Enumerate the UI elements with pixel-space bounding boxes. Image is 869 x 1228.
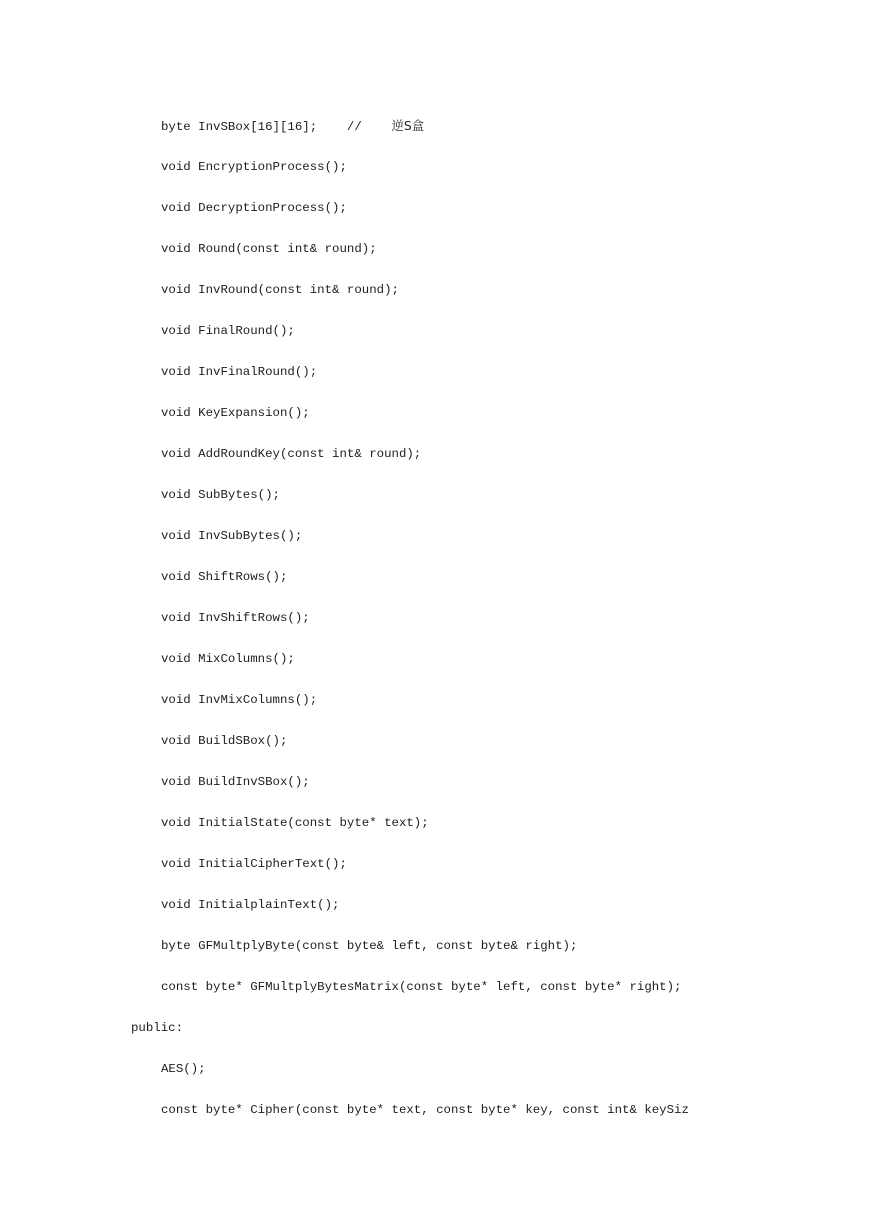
code-line-invsbox bbox=[0, 113, 869, 154]
code-line: void SubBytes(); bbox=[161, 488, 280, 502]
code-line: void InitialState(const byte* text); bbox=[161, 816, 429, 830]
code-line: void EncryptionProcess(); bbox=[161, 160, 347, 174]
code-line: void InvFinalRound(); bbox=[161, 365, 318, 379]
code-text: byte InvSBox[16][16]; // bbox=[161, 120, 392, 134]
code-comment: 逆S盒 bbox=[391, 118, 425, 133]
code-line: void DecryptionProcess(); bbox=[161, 201, 347, 215]
code-line: AES(); bbox=[161, 1062, 206, 1076]
code-line-access-specifier: public: bbox=[131, 1021, 184, 1035]
code-line: void KeyExpansion(); bbox=[161, 406, 310, 420]
code-line: void InitialplainText(); bbox=[161, 898, 340, 912]
code-block bbox=[0, 113, 869, 1138]
code-line: const byte* Cipher(const byte* text, const byte* key, const int& keySiz bbox=[161, 1103, 689, 1117]
code-line: void InitialCipherText(); bbox=[161, 857, 347, 871]
code-line: void AddRoundKey(const int& round); bbox=[161, 447, 422, 461]
code-line: void FinalRound(); bbox=[161, 324, 295, 338]
code-line: void Round(const int& round); bbox=[161, 242, 377, 256]
code-line: void InvSubBytes(); bbox=[161, 529, 303, 543]
code-line: byte GFMultplyByte(const byte& left, const byte& right); bbox=[161, 939, 578, 953]
code-line: void InvShiftRows(); bbox=[161, 611, 310, 625]
code-line: void InvMixColumns(); bbox=[161, 693, 318, 707]
code-line: void BuildSBox(); bbox=[161, 734, 288, 748]
code-line: void MixColumns(); bbox=[161, 652, 295, 666]
code-line: void ShiftRows(); bbox=[161, 570, 288, 584]
code-line: void BuildInvSBox(); bbox=[161, 775, 310, 789]
code-line: const byte* GFMultplyBytesMatrix(const byte* left, const byte* right); bbox=[161, 980, 682, 994]
code-line: void InvRound(const int& round); bbox=[161, 283, 399, 297]
